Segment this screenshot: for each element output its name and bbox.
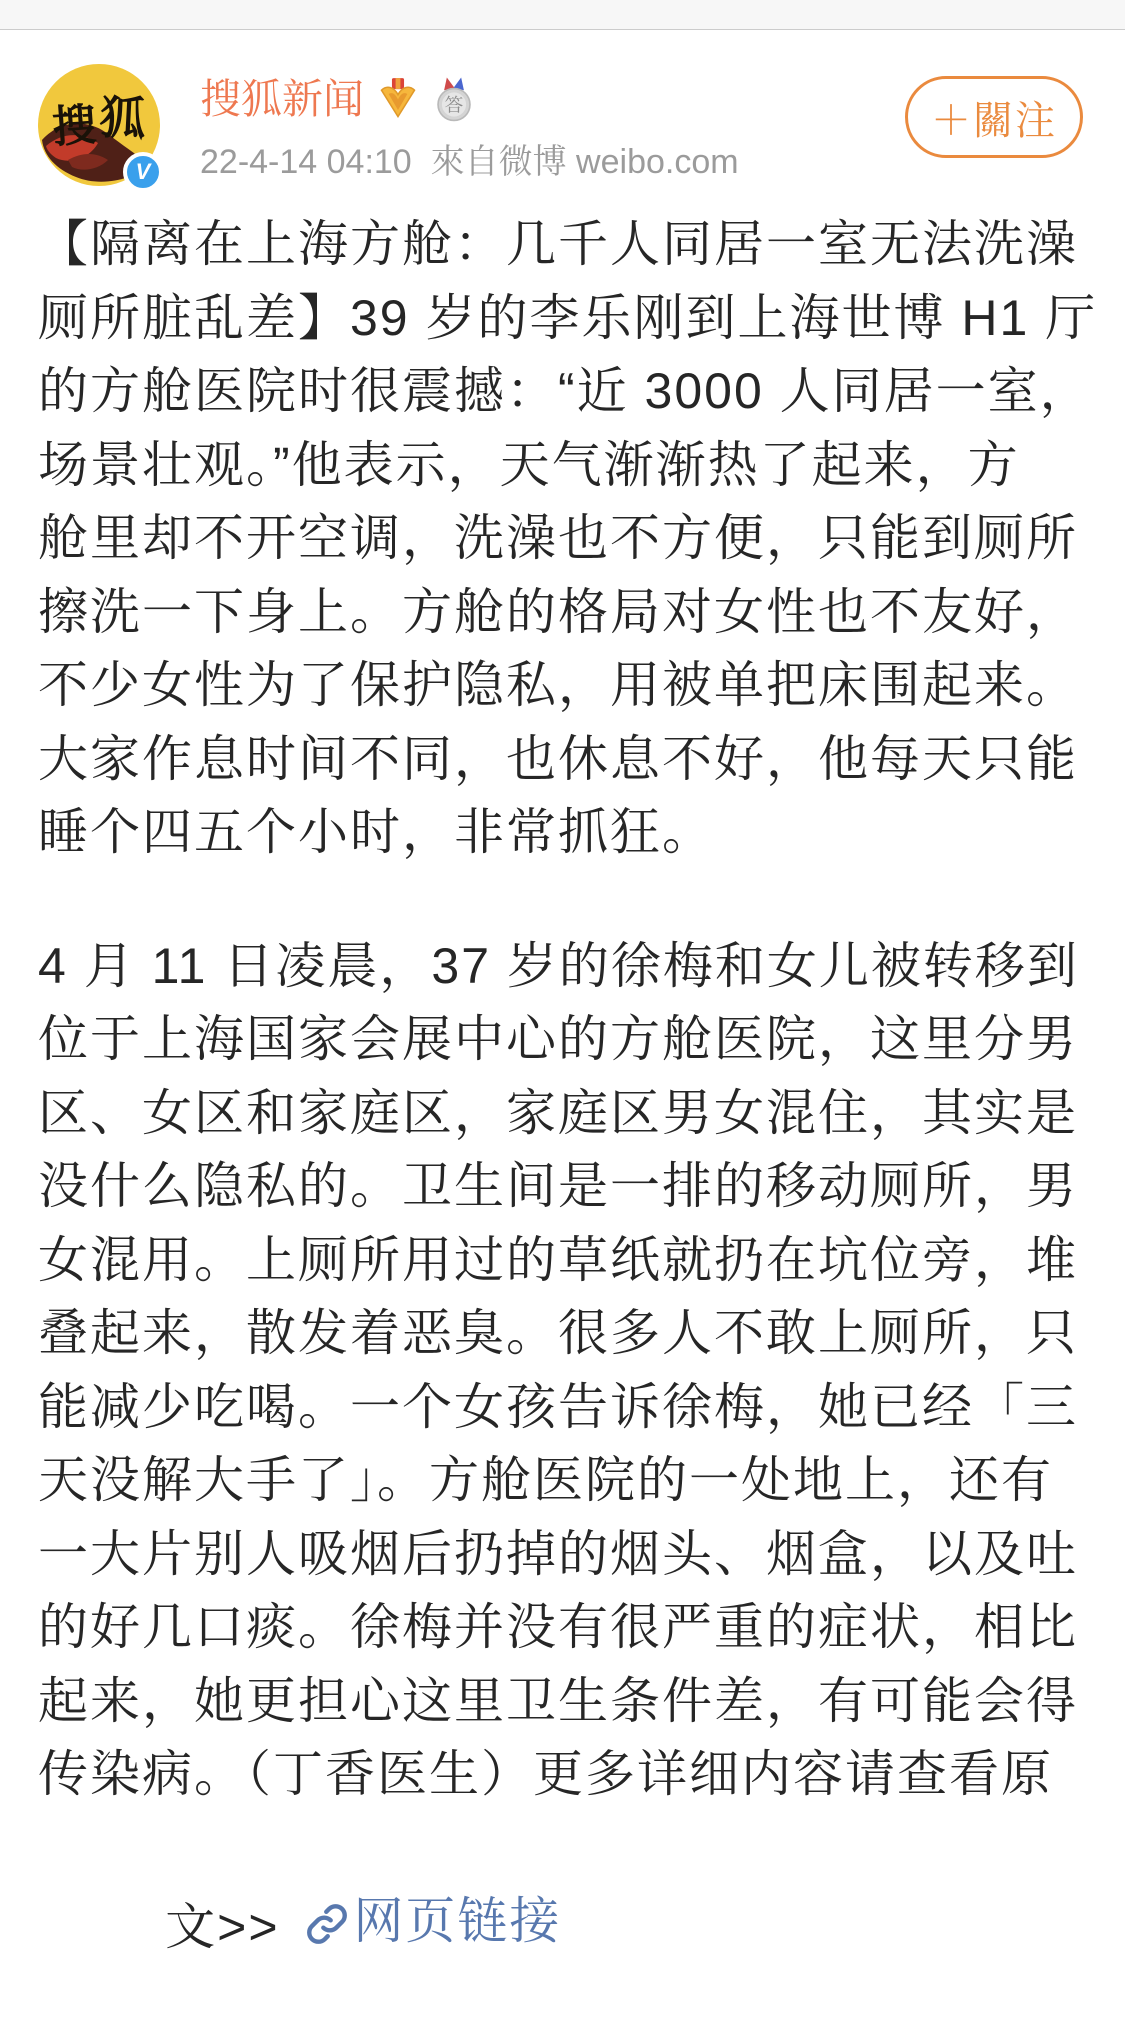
- post-text-line: 区、女区和家庭区，家庭区男女混住，其实是: [38, 1084, 1078, 1141]
- post-paragraph: [38, 208, 1098, 870]
- post-text-line: 位于上海国家会展中心的方舱医院，这里分男: [38, 1011, 1078, 1067]
- post-text-line: 能减少吃喝。一个女孩告诉徐梅，她已经「三: [38, 1378, 1078, 1435]
- post-text-line: 擦洗一下身上。方舱的格局对女性也不友好，: [38, 583, 1078, 640]
- post-text-line: 大家作息时间不同，也休息不好，他每天只能: [38, 730, 1078, 787]
- post-text-line: 传染病。（丁香医生）更多详细内容请查看原: [38, 1746, 1053, 1802]
- post-text-line: 4 月 11 日凌晨，37 岁的徐梅和女儿被转移到: [38, 937, 1079, 994]
- post-text-line: 天没解大手了」。方舱医院的一处地上，还有: [38, 1452, 1053, 1508]
- top-divider-bar: [0, 0, 1125, 30]
- post-text-line: 的方舱医院时很震撼：“近 3000 人同居一室，: [38, 363, 1092, 419]
- follow-button[interactable]: ＋關注: [905, 76, 1083, 158]
- avatar-logo-char: 搜: [50, 100, 98, 153]
- post-text-line: 不少女性为了保护隐私，用被单把床围起来。: [38, 657, 1078, 713]
- svg-text:答: 答: [444, 94, 464, 116]
- webpage-link-label: 网页链接: [353, 1893, 562, 1949]
- post-text-line: 【隔离在上海方舱：几千人同居一室无法洗澡: [38, 216, 1078, 272]
- post-last-line: [38, 1812, 1094, 2038]
- post-text-line: 的好几口痰。徐梅并没有很严重的症状，相比: [38, 1599, 1078, 1655]
- user-name-row: [200, 74, 476, 124]
- post-text-line: 场景壮观。”他表示，天气渐渐热了起来，方: [38, 436, 1020, 493]
- post-text-line: 起来，她更担心这里卫生条件差，有可能会得: [38, 1672, 1078, 1729]
- timestamp-source: 22-4-14 04:10 來自微博 weibo.com: [200, 143, 739, 181]
- link-chain-icon: [305, 1902, 349, 1946]
- post-body: [38, 208, 1098, 2038]
- verified-badge-icon: V: [123, 152, 163, 192]
- post-text-line: 厕所脏乱差】39 岁的李乐刚到上海世博 H1 厅: [38, 289, 1098, 346]
- post-text-line: 没什么隐私的。卫生间是一排的移动厕所，男: [38, 1158, 1078, 1214]
- avatar[interactable]: [38, 64, 160, 186]
- avatar-logo-char: 狐: [98, 90, 148, 146]
- username-link[interactable]: 搜狐新闻: [200, 76, 364, 122]
- post-text-fragment: 文>>: [165, 1898, 296, 1955]
- post-text-line: 叠起来，散发着恶臭。很多人不敢上厕所，只: [38, 1305, 1078, 1361]
- post-text-line: 女混用。上厕所用过的草纸就扔在坑位旁，堆: [38, 1231, 1078, 1288]
- qa-medal-icon: [432, 77, 476, 121]
- webpage-link[interactable]: [305, 1885, 561, 1959]
- gold-v-medal-icon: [376, 77, 420, 121]
- post-text-line: 睡个四五个小时，非常抓狂。: [38, 804, 714, 860]
- post-text-line: 舱里却不开空调，洗澡也不方便，只能到厕所: [38, 510, 1078, 566]
- post-text-line: 一大片别人吸烟后扔掉的烟头、烟盒，以及吐: [38, 1525, 1078, 1582]
- post-paragraph: [38, 930, 1094, 2038]
